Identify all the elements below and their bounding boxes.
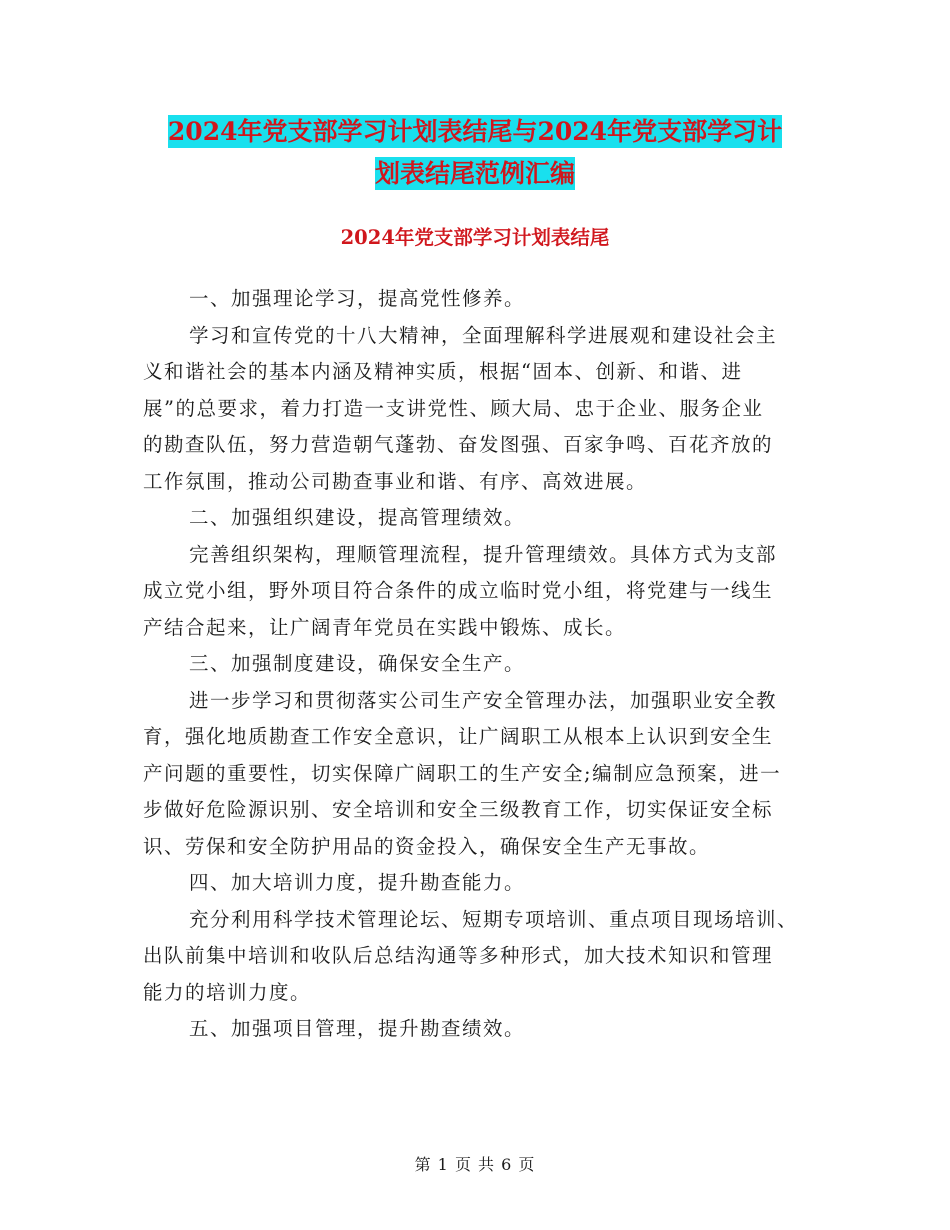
section-heading-3: 三、加强制度建设，确保安全生产。: [189, 652, 526, 675]
body-paragraph-1: 学习和宣传党的十八大精神，全面理解科学进展观和建设社会主 义和谐社会的基本内涵及精神实质，根据“固本、创新、和谐、进 展”的总要求，着力打造一支讲党性、顾大局、忠于企业、服务企业 的勘查队伍，努力营造朝气蓬勃、奋发图强、百家争鸣、百花齐放的 工作氛围，推动公司勘查事业和谐、有序、高效进展。: [143, 323, 778, 493]
document-title-line-1: [0, 116, 950, 148]
body-paragraph-3: 进一步学习和贯彻落实公司生产安全管理办法，加强职业安全教 育，强化地质勘查工作安全意识，让广阔职工从根本上认识到安全生 产问题的重要性，切实保障广阔职工的生产安全;编制应急预案，进一 步做好危险源识别、安全培训和安全三级教育工作，切实保证安全标 识、劳保和安全防护用品的资金投入，确保安全生产无事故。: [143, 688, 782, 858]
document-title-line-2: [0, 158, 950, 190]
page-footer: 第 1 页 共 6 页: [414, 1155, 536, 1174]
section-heading-5: 五、加强项目管理，提升勘查绩效。: [189, 1017, 526, 1040]
section-heading-1: 一、加强理论学习，提高党性修养。: [189, 287, 526, 310]
title-highlight-2: 划表结尾范例汇编: [374, 159, 575, 188]
body-paragraph-2: 完善组织架构，理顺管理流程，提升管理绩效。具体方式为支部 成立党小组，野外项目符合条件的成立临时党小组，将党建与一线生 产结合起来，让广阔青年党员在实践中锻炼、成长。: [143, 542, 778, 639]
section-heading-2: 二、加强组织建设，提高管理绩效。: [189, 506, 526, 529]
body-paragraph-4: 充分利用科学技术管理论坛、短期专项培训、重点项目现场培训、 出队前集中培训和收队后总结沟通等多种形式，加大技术知识和管理 能力的培训力度。: [143, 907, 799, 1004]
section-heading-4: 四、加大培训力度，提升勘查能力。: [189, 871, 526, 894]
title-highlight-1: 2024年党支部学习计划表结尾与2024年党支部学习计: [167, 117, 783, 146]
section-title: 2024年党支部学习计划表结尾: [340, 226, 610, 249]
document-body: [143, 281, 809, 1048]
